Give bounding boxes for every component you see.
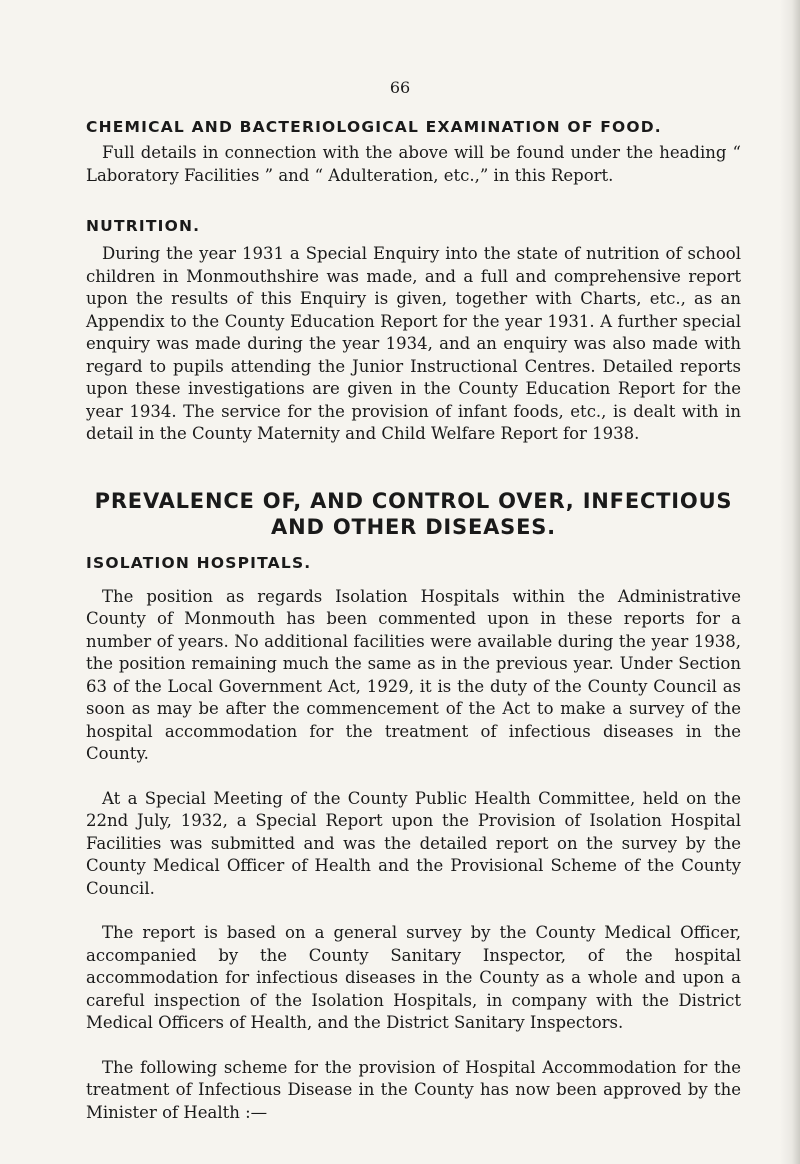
isolation-paragraph-3: The report is based on a general survey by the County Medical Officer, accompanied by the County Sanitary Inspector, of the hospital accommodation for infectious diseases in the County as a whole and upon a careful inspection of the Isolation Hospitals, in company with the District Medical Officers of Health, and the District Sanitary Inspectors.: [86, 923, 741, 1032]
nutrition-heading: NUTRITION.: [86, 217, 201, 235]
nutrition-paragraph: During the year 1931 a Special Enquiry into the state of nutrition of school children in Monmouthshire was made, and a full and comprehensive report upon the results of this Enquiry is given, together with Charts, etc., as an Appendix to the County Education Report for the year 1931. A further special enquiry was made during the year 1934, and an enquiry was also made with regard to pupils attending the Junior Instructional Centres. Detailed reports upon these investigations are given in the County Education Report for the year 1934. The service for the provision of infant foods, etc., is dealt with in detail in the County Maternity and Child Welfare Report for 1938.: [86, 244, 741, 443]
food-paragraph: Full details in connection with the above will be found under the heading “ Laboratory Facilities ” and “ Adulteration, etc.,” in this Report.: [86, 143, 741, 185]
document-body: [86, 118, 741, 1124]
page-edge-shadow: [780, 0, 800, 1164]
isolation-heading: ISOLATION HOSPITALS.: [86, 553, 312, 572]
prevalence-heading: [86, 488, 741, 540]
isolation-paragraph-1: The position as regards Isolation Hospitals within the Administrative County of Monmouth has been commented upon in these reports for a number of years. No additional facilities were available during the year 1938, the position remaining much the same as in the previous year. Under Section 63 of the Local Government Act, 1929, it is the duty of the County Council as soon as may be after the commencement of the Act to make a survey of the hospital accommodation for the treatment of infectious diseases in the County.: [86, 586, 741, 763]
prevalence-heading-line-1: PREVALENCE OF, AND CONTROL OVER, INFECTIOUS: [94, 488, 733, 513]
isolation-paragraph-4: The following scheme for the provision of Hospital Accommodation for the treatment of Infectious Disease in the County has now been approved by the Minister of Health :—: [86, 1057, 741, 1122]
page-number: 66: [389, 78, 411, 97]
isolation-paragraph-2: At a Special Meeting of the County Public Health Committee, held on the 22nd July, 1932, a Special Report upon the Provision of Isolation Hospital Facilities was submitted and was the detailed report on the survey by the County Medical Officer of Health and the Provisional Scheme of the County Council.: [86, 788, 741, 898]
prevalence-heading-line-2: AND OTHER DISEASES.: [271, 514, 556, 539]
food-heading: CHEMICAL AND BACTERIOLOGICAL EXAMINATION OF FOOD.: [86, 118, 662, 136]
